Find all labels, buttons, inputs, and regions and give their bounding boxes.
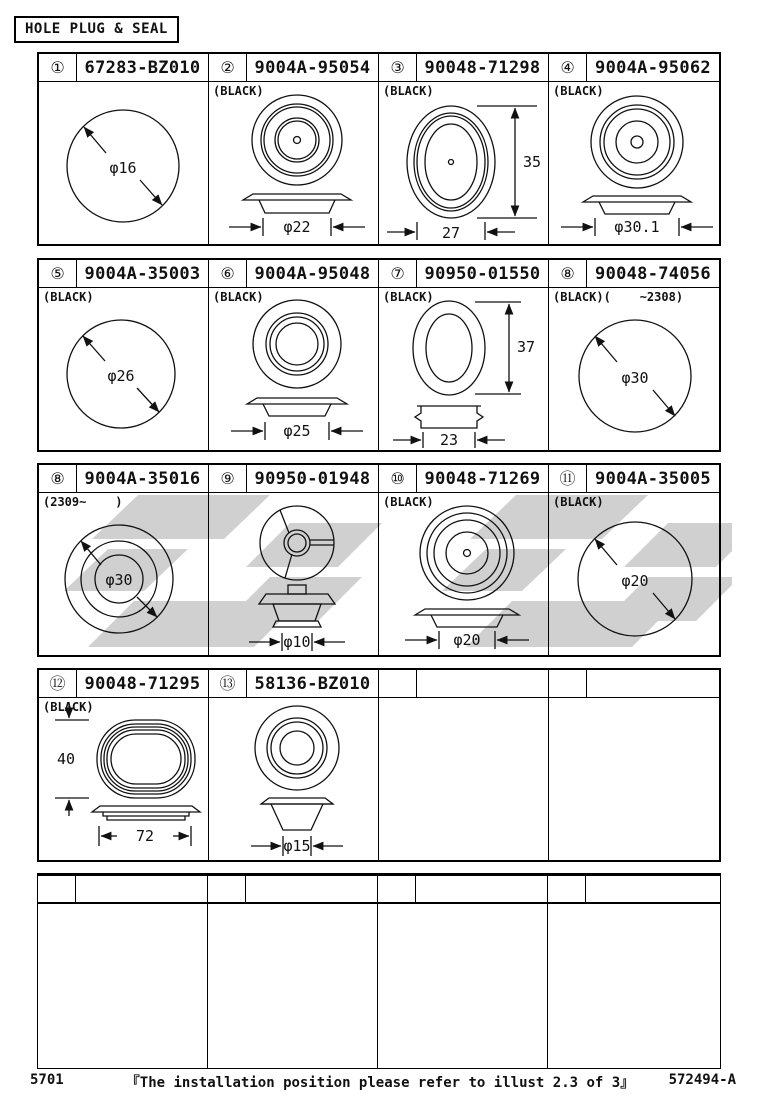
date-note: (2309~ ) [43,495,123,509]
parts-row-4-header [39,670,719,698]
plug-drawing-6-icon [209,288,379,450]
item-number-7: ⑦ [379,260,417,287]
part-number-1: 67283-BZ010 [77,54,209,81]
parts-row-5-header [38,876,720,904]
item-number-8: ⑧ [549,260,587,287]
part-cell-7 [379,288,549,450]
part-number-7: 90950-01550 [417,260,549,287]
svg-text:φ22: φ22 [283,218,311,236]
part-cell-10 [379,493,549,655]
svg-text:φ20: φ20 [453,631,481,649]
svg-text:φ30.1: φ30.1 [614,218,660,236]
plug-drawing-13-icon [209,698,379,860]
part-number-8: 90048-74056 [595,263,711,284]
item-number-empty [38,876,76,902]
part-number-empty [76,876,208,902]
item-number-empty [549,670,587,697]
color-note: (BLACK) [383,495,434,509]
parts-row-5-empty [37,873,721,1069]
plug-drawing-11-icon [549,493,719,655]
part-cell-12 [39,698,209,860]
item-number-5: ⑤ [39,260,77,287]
parts-row-2 [37,258,721,452]
svg-text:72: 72 [135,827,155,845]
item-number-12: ⑫ [39,670,77,697]
part-number-8b: 9004A-35016 [77,465,209,492]
color-note: (BLACK) [213,290,264,304]
part-cell-1 [39,82,209,244]
part-number-3: 90048-71298 [417,54,549,81]
color-note: (BLACK) [43,290,94,304]
color-note: (BLACK) [553,84,604,98]
part-number-empty [417,670,549,697]
color-note: (BLACK) [213,84,264,98]
empty-cell [548,904,718,1068]
empty-cell [208,904,378,1068]
empty-cell [38,904,208,1068]
plug-drawing-3-icon [379,82,549,244]
svg-text:35: 35 [523,153,542,171]
part-cell-2 [209,82,379,244]
plug-drawing-8-icon [549,288,719,450]
item-number-empty [208,876,246,902]
item-number-2: ② [209,54,247,81]
part-number-empty [587,670,719,697]
part-number-empty [416,876,548,902]
plug-drawing-10-icon [379,493,549,655]
svg-text:φ10: φ10 [283,633,311,651]
part-number-11: 9004A-35005 [595,468,711,489]
svg-text:23: 23 [439,431,459,449]
item-number-empty [378,876,416,902]
parts-row-3-header [39,465,719,493]
item-number-9: ⑨ [209,465,247,492]
color-note: (BLACK) [553,495,604,509]
part-number-9: 90950-01948 [247,465,379,492]
parts-row-1-header [39,54,719,82]
svg-text:37: 37 [517,338,536,356]
part-cell-8b [39,493,209,655]
part-number-5: 9004A-35003 [77,260,209,287]
part-cell-8 [549,288,719,450]
part-cell-6 [209,288,379,450]
part-number-12: 90048-71295 [77,670,209,697]
item-number-6: ⑥ [209,260,247,287]
svg-text:φ30: φ30 [105,571,133,589]
part-number-10: 90048-71269 [417,465,549,492]
empty-cell [378,904,548,1068]
part-number-13: 58136-BZ010 [247,670,379,697]
item-number-8b: ⑧ [39,465,77,492]
part-cell-13 [209,698,379,860]
installation-note: 『The installation position please refer to illust 2.3 of 3』 [125,1075,635,1091]
part-number-6: 9004A-95048 [247,260,379,287]
parts-row-3 [37,463,721,657]
svg-text:φ15: φ15 [283,837,311,855]
color-date-note: (BLACK)( ~2308) [553,290,684,304]
svg-text:φ20: φ20 [621,572,649,590]
plug-drawing-7-icon [379,288,549,450]
plug-drawing-9-icon [209,493,379,655]
color-note: (BLACK) [383,290,434,304]
color-note: (BLACK) [43,700,94,714]
part-cell-3 [379,82,549,244]
part-number-2: 9004A-95054 [247,54,379,81]
plug-drawing-8b-icon [39,493,209,655]
empty-cell [379,698,549,860]
item-number-10: ⑩ [379,465,417,492]
plug-drawing-2-icon [209,82,379,244]
color-note: (BLACK) [383,84,434,98]
figure-code: 572494-A [668,1072,736,1088]
parts-row-1 [37,52,721,246]
page-footer [0,1072,760,1094]
svg-text:φ16: φ16 [109,159,137,177]
part-cell-4 [549,82,719,244]
svg-text:φ30: φ30 [621,369,649,387]
plug-drawing-5-icon [39,288,209,450]
item-number-3: ③ [379,54,417,81]
svg-text:φ25: φ25 [283,422,311,440]
plug-drawing-12-icon [39,698,209,860]
svg-text:φ26: φ26 [107,367,135,385]
part-number-4: 9004A-95062 [595,57,711,78]
parts-row-2-header [39,260,719,288]
part-number-empty [246,876,378,902]
svg-text:27: 27 [441,224,461,242]
part-cell-9 [209,493,379,655]
item-number-empty [379,670,417,697]
empty-cell [549,698,719,860]
part-cell-5 [39,288,209,450]
item-number-4: ④ [549,54,587,81]
item-number-1: ① [39,54,77,81]
part-number-empty [586,876,718,902]
part-cell-11 [549,493,719,655]
page-title: HOLE PLUG & SEAL [14,16,179,43]
parts-row-4 [37,668,721,862]
svg-text:40: 40 [56,750,76,768]
item-number-empty [548,876,586,902]
page-number: 5701 [30,1072,64,1088]
plug-drawing-1-icon [39,82,209,244]
item-number-11: ⑪ [549,465,587,492]
plug-drawing-4-icon [549,82,719,244]
item-number-13: ⑬ [209,670,247,697]
